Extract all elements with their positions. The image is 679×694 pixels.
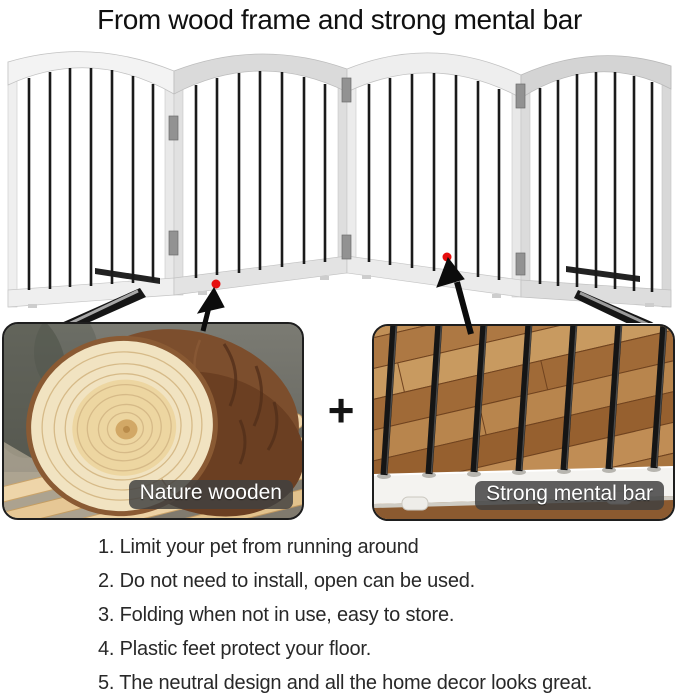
page-title: From wood frame and strong mental bar bbox=[97, 4, 582, 35]
wood-detail-photo bbox=[2, 322, 304, 520]
plastic-foot bbox=[402, 497, 428, 510]
wood-label: Nature wooden bbox=[129, 480, 293, 509]
gate-panel-4 bbox=[521, 56, 671, 323]
feature-item-2: 2. Do not need to install, open can be used. bbox=[98, 570, 476, 592]
pet-gate-illustration bbox=[0, 38, 679, 323]
feature-item-1: 1. Limit your pet from running around bbox=[98, 536, 419, 558]
gate-panel-1 bbox=[8, 52, 174, 323]
feature-item-3: 3. Folding when not in use, easy to store. bbox=[98, 604, 455, 626]
gate-bars-panel-2 bbox=[196, 71, 325, 278]
gate-panel-3 bbox=[347, 53, 521, 298]
gate-bars-panel-3 bbox=[369, 73, 499, 280]
feature-item-4: 4. Plastic feet protect your floor. bbox=[98, 638, 372, 660]
wood-detail-marker bbox=[212, 280, 221, 289]
gate-panel-2 bbox=[174, 54, 347, 295]
metal-label: Strong mental bar bbox=[475, 481, 664, 510]
gate-bars-panel-1 bbox=[29, 68, 153, 290]
feature-list bbox=[98, 536, 592, 694]
metal-detail-photo bbox=[372, 324, 675, 521]
metal-detail-marker bbox=[443, 253, 452, 262]
plus-sign: + bbox=[327, 384, 355, 436]
gate-bars-panel-4 bbox=[540, 72, 652, 292]
feature-item-5: 5. The neutral design and all the home decor looks great. bbox=[98, 672, 593, 694]
